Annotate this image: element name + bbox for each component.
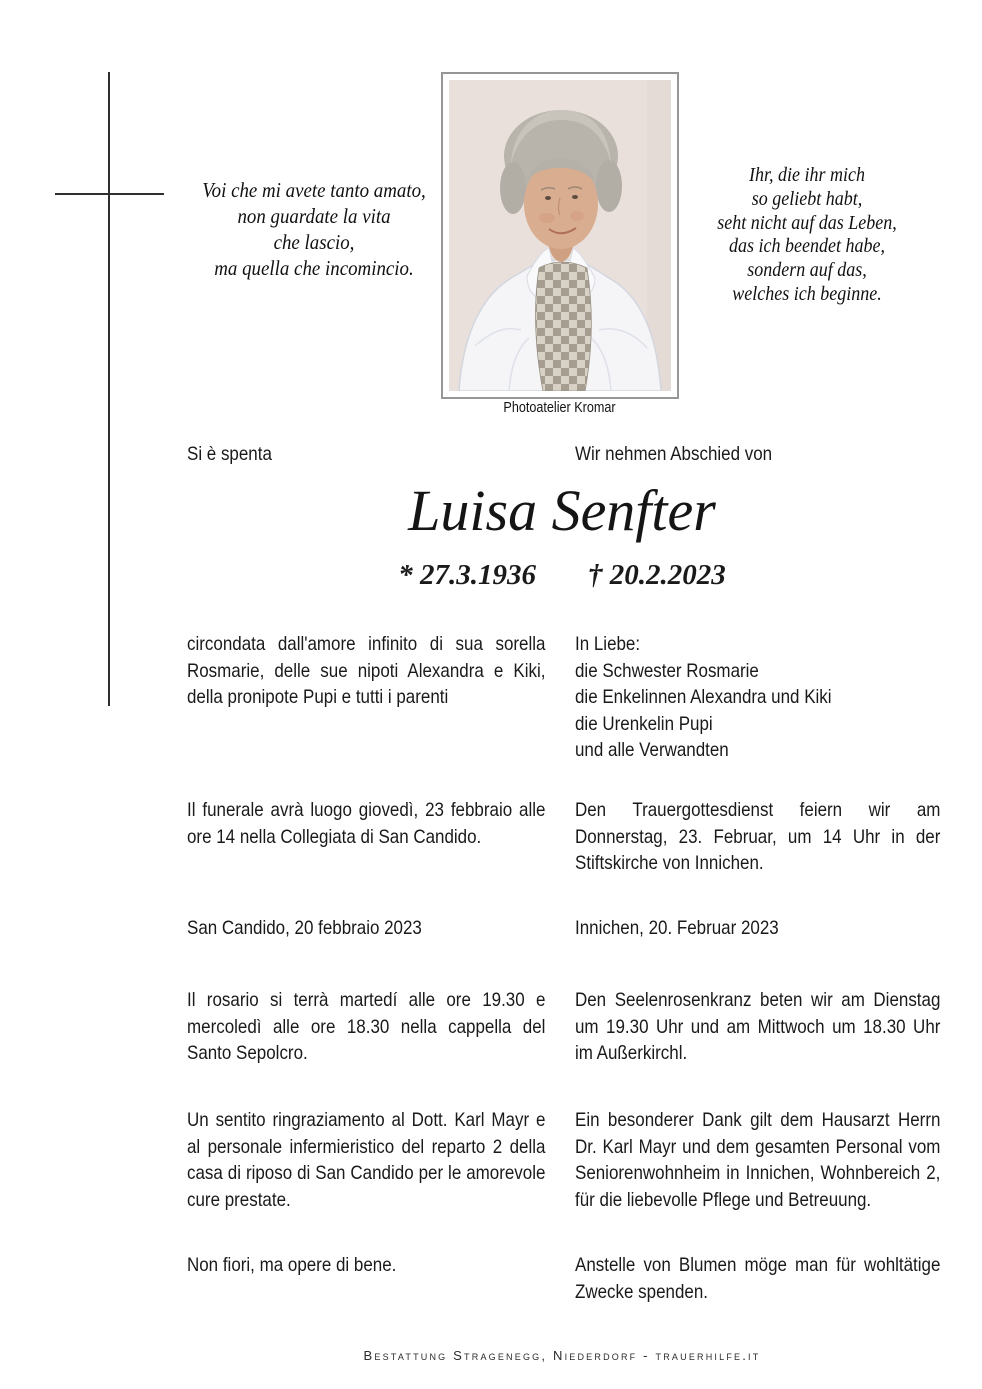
quote-german-line: Ihr, die ihr mich [748, 164, 865, 186]
intro-german: Wir nehmen Abschied von [575, 443, 773, 465]
rosary-paragraph-italian: Il rosario si terrà martedí alle ore 19.30 e mercoledì alle ore 18.30 nella cappella del Santo Sepolcro. [187, 989, 546, 1064]
portrait-photo [441, 72, 679, 399]
quote-german [699, 164, 915, 307]
funeral-paragraph-german: Den Trauergottesdienst feiern wir am Donnerstag, 23. Februar, um 14 Uhr in der Stiftskirche von Innichen. [575, 799, 941, 874]
quote-italian-line: ma quella che incomincio. [214, 256, 414, 280]
family-german-line: und alle Verwandten [575, 739, 729, 761]
dateline-german: Innichen, 20. Februar 2023 [575, 917, 779, 939]
family-german-line: die Urenkelin Pupi [575, 712, 713, 735]
deceased-name: Luisa Senfter [408, 478, 716, 543]
photo-credit: Photoatelier Kromar [503, 400, 616, 416]
cross-icon [108, 72, 110, 706]
family-paragraph-italian: circondata dall'amore infinito di sua sorella Rosmarie, delle sue nipoti Alexandra e Kiki, della pronipote Pupi e tutti i parenti [187, 633, 546, 708]
funeral-home-footer: Bestattung Stragenegg, Niederdorf - trauerhilfe.it [363, 1348, 761, 1363]
quote-german-line: welches ich beginne. [732, 282, 882, 305]
portrait-illustration [449, 80, 671, 391]
birth-date: * 27.3.1936 [398, 559, 536, 591]
quote-italian [188, 177, 440, 281]
quote-german-line: seht nicht auf das Leben, [717, 211, 897, 234]
face [524, 158, 598, 249]
family-german-line: die Schwester Rosmarie [575, 659, 759, 682]
family-german-line: In Liebe: [575, 633, 641, 655]
flowers-note-italian: Non fiori, ma opere di bene. [187, 1254, 397, 1276]
cross-icon-bar [55, 193, 164, 195]
family-list-german [575, 631, 940, 764]
funeral-paragraph-italian: Il funerale avrà luogo giovedì, 23 febbraio alle ore 14 nella Collegiata di San Candido. [187, 799, 546, 848]
thanks-paragraph-italian: Un sentito ringraziamento al Dott. Karl Mayr e al personale infermieristico del reparto 2 della casa di riposo di San Candido per le amorevole cure prestate. [187, 1109, 546, 1211]
quote-italian-line: che lascio, [273, 230, 355, 254]
rosary-paragraph-german: Den Seelenrosenkranz beten wir am Dienstag um 19.30 Uhr und am Mittwoch um 18.30 Uhr im Außerkirchl. [575, 989, 941, 1064]
thanks-paragraph-german: Ein besonderer Dank gilt dem Hausarzt Herrn Dr. Karl Mayr und dem gesamten Personal vom Seniorenwohnheim in Innichen, Wohnbereich 2, für die liebevolle Pflege und Betreuung. [575, 1109, 941, 1211]
quote-german-line: sondern auf das, [747, 259, 867, 282]
flowers-note-german: Anstelle von Blumen möge man für wohltätige Zwecke spenden. [575, 1254, 941, 1303]
quote-italian-line: Voi che mi avete tanto amato, [202, 178, 426, 202]
family-german-line: die Enkelinnen Alexandra und Kiki [575, 686, 832, 708]
dateline-italian: San Candido, 20 febbraio 2023 [187, 917, 422, 939]
quote-german-line: so geliebt habt, [751, 187, 863, 210]
death-date: † 20.2.2023 [588, 559, 726, 591]
life-dates [116, 558, 982, 592]
intro-italian: Si è spenta [187, 443, 272, 465]
checkered-scarf [536, 262, 592, 391]
quote-german-line: das ich beendet habe, [729, 235, 885, 258]
quote-italian-line: non guardate la vita [237, 204, 391, 228]
